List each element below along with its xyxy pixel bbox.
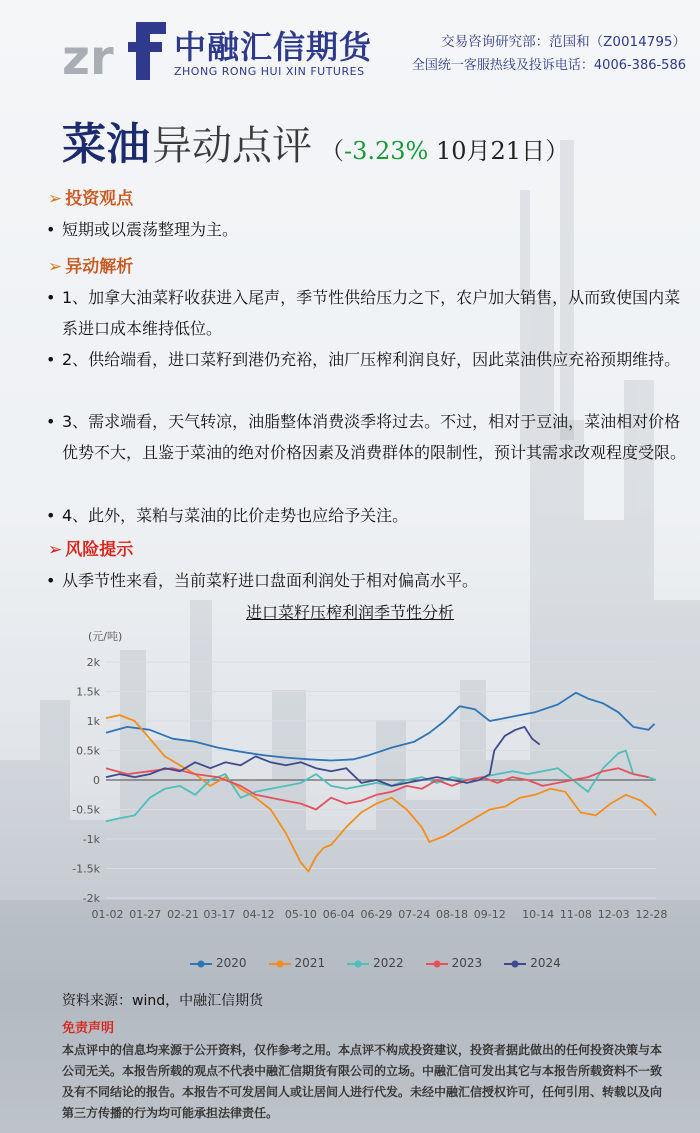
bullet-text: 短期或以震荡整理为主。 xyxy=(62,220,239,239)
arrow-icon: ➢ xyxy=(48,257,63,277)
data-source: 资料来源：wind，中融汇信期货 xyxy=(62,993,264,1009)
legend-marker-icon xyxy=(504,959,526,969)
list-item xyxy=(46,406,686,468)
analyst-line: 交易咨询研究部：范国和（Z0014795） xyxy=(441,34,686,50)
hotline-line: 全国统一客服热线及投诉电话：4006-386-586 xyxy=(411,58,686,73)
y-axis-label: (元/吨) xyxy=(88,630,123,643)
title-commodity: 菜油 xyxy=(62,119,150,170)
y-tick-label: 1.5k xyxy=(76,685,100,699)
bullet-icon: • xyxy=(46,412,56,431)
x-tick-label: 08-18 xyxy=(436,908,469,921)
chart-title: 进口菜籽压榨利润季节性分析 xyxy=(245,603,454,622)
y-tick-label: 1k xyxy=(86,715,100,728)
bullet-icon: • xyxy=(46,571,56,590)
y-tick-label: -0.5k xyxy=(72,803,100,817)
y-tick-label: -1k xyxy=(82,833,100,846)
bullet-icon: • xyxy=(46,288,56,307)
y-tick-label: 2k xyxy=(86,656,100,669)
x-tick-label: 06-04 xyxy=(322,908,355,921)
contact-info xyxy=(412,30,686,78)
section-heading-analysis xyxy=(48,252,133,277)
section-heading-view xyxy=(48,184,133,209)
bullet-icon: • xyxy=(46,220,56,239)
series-line-2024 xyxy=(106,727,540,786)
seasonal-profit-chart xyxy=(60,628,670,928)
legend-label: 2022 xyxy=(373,956,404,970)
chart-legend xyxy=(190,956,583,976)
title-paren: （ xyxy=(320,137,344,165)
bullet-text: 3、需求端看，天气转凉，油脂整体消费淡季将过去。不过，相对于豆油，菜油相对价格优势不大，且鉴于菜油的绝对价格因素及消费群体的限制性，预计其需求改观程度受限。 xyxy=(62,412,687,462)
legend-label: 2023 xyxy=(451,956,483,970)
bullet-text: 1、加拿大油菜籽收获进入尾声，季节性供给压力之下，农户加大销售，从而致使国内菜系进口成本维持低位。 xyxy=(62,288,681,338)
bullet-text: 从季节性来看，当前菜籽进口盘面利润处于相对偏高水平。 xyxy=(62,571,479,590)
disclaimer-text: 本点评中的信息均来源于公开资料，仅作参考之用。本点评不构成投资建议，投资者据此做出的任何投资决策与本公司无关。本报告所载的观点不代表中融汇信期货有限公司的立场。中融汇信可发出其它与本报告所载资料不一致及有不同结论的报告。本报告不可发居间人或让居间人进行代发。未经中融汇信授权许可，任何引用、转载以及向第三方传播的行为均可能承担法律责任。 xyxy=(62,1043,663,1120)
list-item xyxy=(46,565,686,596)
bullet-icon: • xyxy=(46,350,56,369)
section-label: 投资观点 xyxy=(65,189,134,209)
x-tick-label: 10-14 xyxy=(522,908,555,921)
section-label: 异动解析 xyxy=(65,257,134,277)
legend-item-2024[interactable] xyxy=(504,956,561,970)
bullet-text: 2、供给端看，进口菜籽到港仍充裕，油厂压榨利润良好，因此菜油供应充裕预期维持。 xyxy=(62,350,681,369)
company-logo xyxy=(62,12,382,82)
x-tick-label: 12-28 xyxy=(635,908,668,921)
legend-marker-icon xyxy=(269,959,291,969)
logo-chinese-name: 中融汇信期货 xyxy=(174,28,373,66)
legend-label: 2024 xyxy=(530,956,561,970)
legend-marker-icon xyxy=(426,959,448,969)
x-tick-label: 09-12 xyxy=(473,908,506,921)
series-line-2022 xyxy=(106,751,656,822)
y-tick-label: 0.5k xyxy=(76,744,100,758)
list-item xyxy=(46,344,686,375)
section-label: 风险提示 xyxy=(65,540,134,560)
x-tick-label: 01-27 xyxy=(129,908,162,921)
list-item xyxy=(46,500,686,531)
legend-item-2023[interactable] xyxy=(426,956,483,970)
x-tick-label: 02-21 xyxy=(167,908,200,921)
title-subject: 异动点评 xyxy=(152,123,312,169)
legend-marker-icon xyxy=(190,959,212,969)
arrow-icon: ➢ xyxy=(48,540,63,560)
legend-item-2020[interactable] xyxy=(190,956,247,970)
title-change-date xyxy=(320,137,569,165)
x-tick-label: 07-24 xyxy=(398,908,431,921)
legend-marker-icon xyxy=(347,959,369,969)
legend-label: 2020 xyxy=(216,956,247,970)
price-change-percent: -3.23% xyxy=(344,137,429,165)
zrf-logo-mark xyxy=(62,12,172,82)
x-tick-label: 11-08 xyxy=(559,908,592,921)
x-tick-label: 05-10 xyxy=(284,908,317,921)
logo-english-name: ZHONG RONG HUI XIN FUTURES xyxy=(174,65,365,78)
list-item xyxy=(46,214,686,245)
disclaimer-title: 免责声明 xyxy=(62,1021,115,1036)
x-tick-label: 06-29 xyxy=(360,908,393,921)
y-tick-label: -2k xyxy=(82,892,100,905)
bullet-icon: • xyxy=(46,506,56,525)
x-tick-label: 04-12 xyxy=(242,908,275,921)
legend-item-2022[interactable] xyxy=(347,956,404,970)
x-tick-label: 12-03 xyxy=(597,908,630,921)
title-date: 10月21日） xyxy=(428,137,570,165)
legend-label: 2021 xyxy=(294,956,326,970)
arrow-icon: ➢ xyxy=(48,189,63,209)
bullet-text: 4、此外，菜粕与菜油的比价走势也应给予关注。 xyxy=(62,506,409,525)
y-tick-label: 0 xyxy=(93,774,100,787)
svg-text:zr: zr xyxy=(62,30,114,82)
x-tick-label: 01-02 xyxy=(91,908,124,921)
list-item xyxy=(46,282,686,344)
section-heading-risk xyxy=(48,535,133,560)
x-tick-label: 03-17 xyxy=(203,908,236,921)
page-title xyxy=(62,108,569,172)
legend-item-2021[interactable] xyxy=(269,956,326,970)
y-tick-label: -1.5k xyxy=(72,862,100,876)
